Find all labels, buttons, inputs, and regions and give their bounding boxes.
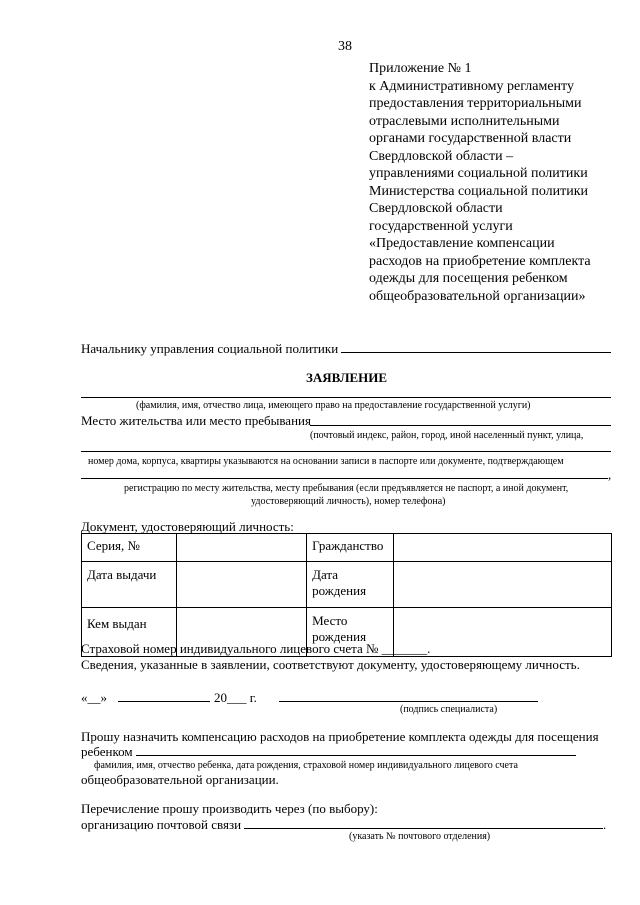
- child-info-hint: фамилия, имя, отчество ребенка, дата рождения, страховой номер индивидуального лицевого счета: [94, 760, 518, 771]
- child-info-field[interactable]: [136, 755, 576, 756]
- page-number: 38: [338, 39, 352, 54]
- addressee-field[interactable]: [341, 352, 611, 353]
- residence-hint-4: удостоверяющий личность), номер телефона): [251, 496, 446, 507]
- date-day: «__»: [81, 690, 107, 705]
- post-office-field[interactable]: [244, 828, 603, 829]
- appendix-line: отраслевыми исполнительными: [369, 113, 560, 129]
- verification-statement: Сведения, указанные в заявлении, соответствуют документу, удостоверяющему личность.: [81, 657, 580, 672]
- addressee-label: Начальнику управления социальной политики: [81, 341, 339, 356]
- citizenship-field[interactable]: [394, 534, 612, 562]
- post-office-hint: (указать № почтового отделения): [349, 831, 491, 842]
- form-title: ЗАЯВЛЕНИЕ: [306, 370, 388, 385]
- citizenship-label: Гражданство: [307, 534, 394, 562]
- residence-field-2[interactable]: [81, 451, 611, 452]
- appendix-line: Свердловской области –: [369, 148, 514, 164]
- appendix-line: «Предоставление компенсации: [369, 236, 555, 251]
- residence-hint-3: регистрацию по месту жительства, месту пребывания (если предъявляется не паспорт, а иной документ,: [124, 483, 569, 494]
- post-office-label: организацию почтовой связи: [81, 817, 242, 832]
- series-label: Серия, №: [82, 534, 177, 562]
- snils-line: Страховой номер индивидуального лицевого счета № _______.: [81, 641, 431, 656]
- birth-place-label: Место рождения: [307, 608, 394, 657]
- residence-field-1[interactable]: [310, 425, 611, 426]
- appendix-line: предоставления территориальными: [369, 96, 582, 111]
- appendix-line: государственной услуги: [369, 218, 513, 234]
- id-document-table: [81, 533, 612, 657]
- appendix-line: Приложение № 1: [369, 61, 472, 76]
- date-month-field[interactable]: [118, 701, 210, 702]
- appendix-line: управлениями социальной политики: [369, 166, 588, 181]
- issue-date-label: Дата выдачи: [82, 562, 177, 608]
- post-office-dot: .: [603, 817, 607, 832]
- appendix-block: [369, 60, 629, 305]
- appendix-line: Свердловской области: [369, 201, 503, 216]
- birth-date-label: Дата рождения: [307, 562, 394, 608]
- residence-hint-2: номер дома, корпуса, квартиры указываются на основании записи в паспорте или документе, подтверждающем: [88, 456, 564, 467]
- applicant-name-hint: (фамилия, имя, отчество лица, имеющего право на предоставление государственной услуги): [136, 400, 531, 411]
- applicant-name-field[interactable]: [81, 397, 611, 398]
- appendix-line: Министерства социальной политики: [369, 183, 589, 199]
- id-document-label: Документ, удостоверяющий личность:: [81, 519, 294, 534]
- appendix-line: одежды для посещения ребенком: [369, 271, 568, 286]
- series-field[interactable]: [176, 534, 306, 562]
- residence-hint-1: (почтовый индекс, район, город, иной населенный пункт, улица,: [310, 430, 584, 441]
- request-child-label: ребенком: [81, 744, 133, 759]
- request-line-3: общеобразовательной организации.: [81, 772, 279, 787]
- residence-comma: ,: [608, 467, 612, 482]
- birth-date-field[interactable]: [394, 562, 612, 608]
- signature-field[interactable]: [279, 701, 538, 702]
- appendix-line: общеобразовательной организации»: [369, 288, 586, 304]
- residence-field-3[interactable]: [81, 478, 608, 479]
- date-year: 20___ г.: [214, 690, 257, 705]
- appendix-line: расходов на приобретение комплекта: [369, 253, 591, 269]
- issue-date-field[interactable]: [176, 562, 306, 608]
- signature-hint: (подпись специалиста): [400, 704, 498, 715]
- residence-label: Место жительства или место пребывания: [81, 413, 311, 428]
- appendix-line: к Административному регламенту: [369, 78, 574, 94]
- request-line-1: Прошу назначить компенсацию расходов на приобретение комплекта одежды для посещения: [81, 729, 599, 744]
- issued-by-label: Кем выдан: [82, 608, 177, 657]
- appendix-line: органами государственной власти: [369, 131, 572, 146]
- transfer-label: Перечисление прошу производить через (по выбору):: [81, 801, 378, 816]
